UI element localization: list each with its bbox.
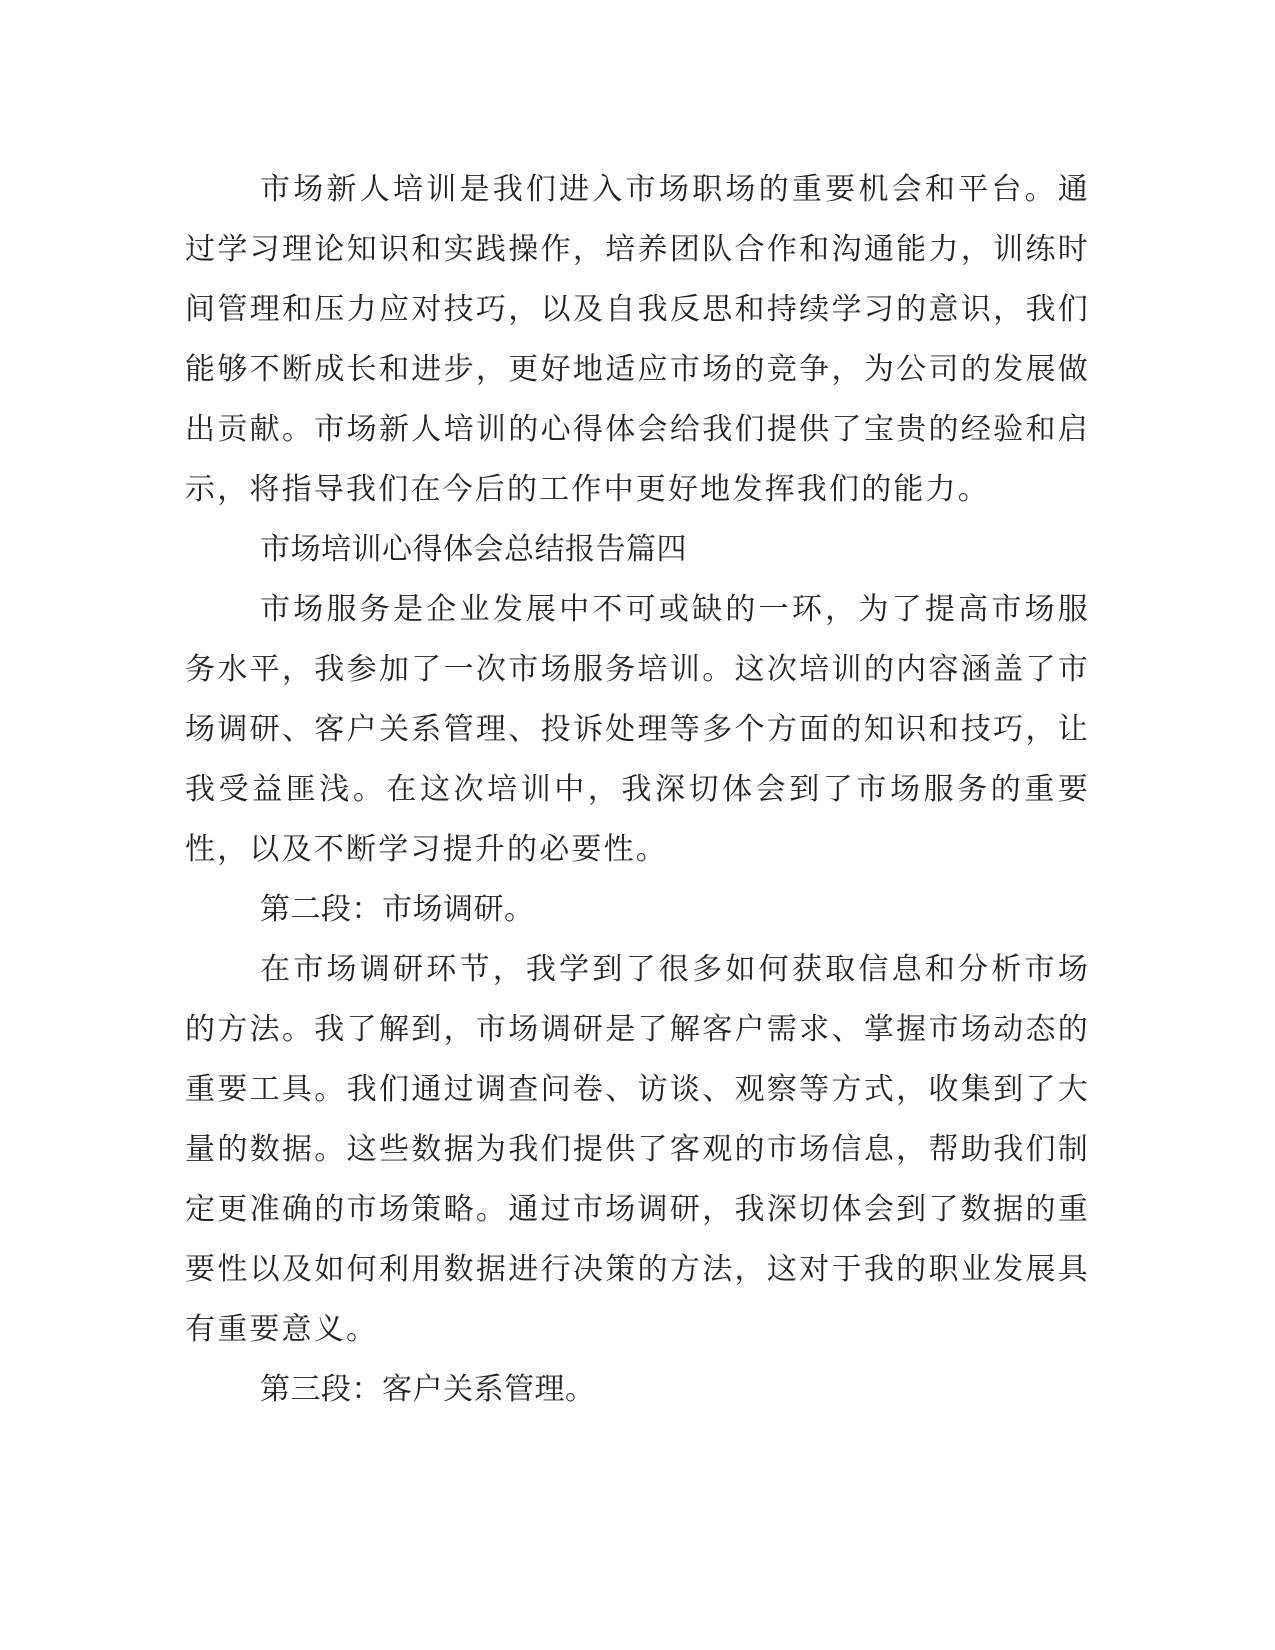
section-heading-market-research: 第二段：市场调研。 [260, 892, 535, 927]
paragraph-training-summary: 市场新人培训是我们进入市场职场的重要机会和平台。通过学习理论知识和实践操作，培养团队合作和沟通能力，训练时间管理和压力应对技巧，以及自我反思和持续学习的意识，我们能够不断成长和进步，更好地适应市场的竞争，为公司的发展做出贡献。市场新人培训的心得体会给我们提供了宝贵的经验和启示，将指导我们在今后的工作中更好地发挥我们的能力。 [185, 172, 1090, 507]
section-heading-customer-relations: 第三段：客户关系管理。 [260, 1372, 596, 1407]
paragraph-service-intro: 市场服务是企业发展中不可或缺的一环，为了提高市场服务水平，我参加了一次市场服务培训。这次培训的内容涵盖了市场调研、客户关系管理、投诉处理等多个方面的知识和技巧，让我受益匪浅。在这次培训中，我深切体会到了市场服务的重要性，以及不断学习提升的必要性。 [185, 592, 1090, 867]
paragraph-market-research: 在市场调研环节，我学到了很多如何获取信息和分析市场的方法。我了解到，市场调研是了解客户需求、掌握市场动态的重要工具。我们通过调查问卷、访谈、观察等方式，收集到了大量的数据。这些数据为我们提供了客观的市场信息，帮助我们制定更准确的市场策略。通过市场调研，我深切体会到了数据的重要性以及如何利用数据进行决策的方法，这对于我的职业发展具有重要意义。 [185, 952, 1090, 1347]
section-title: 市场培训心得体会总结报告篇四 [260, 532, 687, 567]
document-body [185, 160, 1090, 1420]
